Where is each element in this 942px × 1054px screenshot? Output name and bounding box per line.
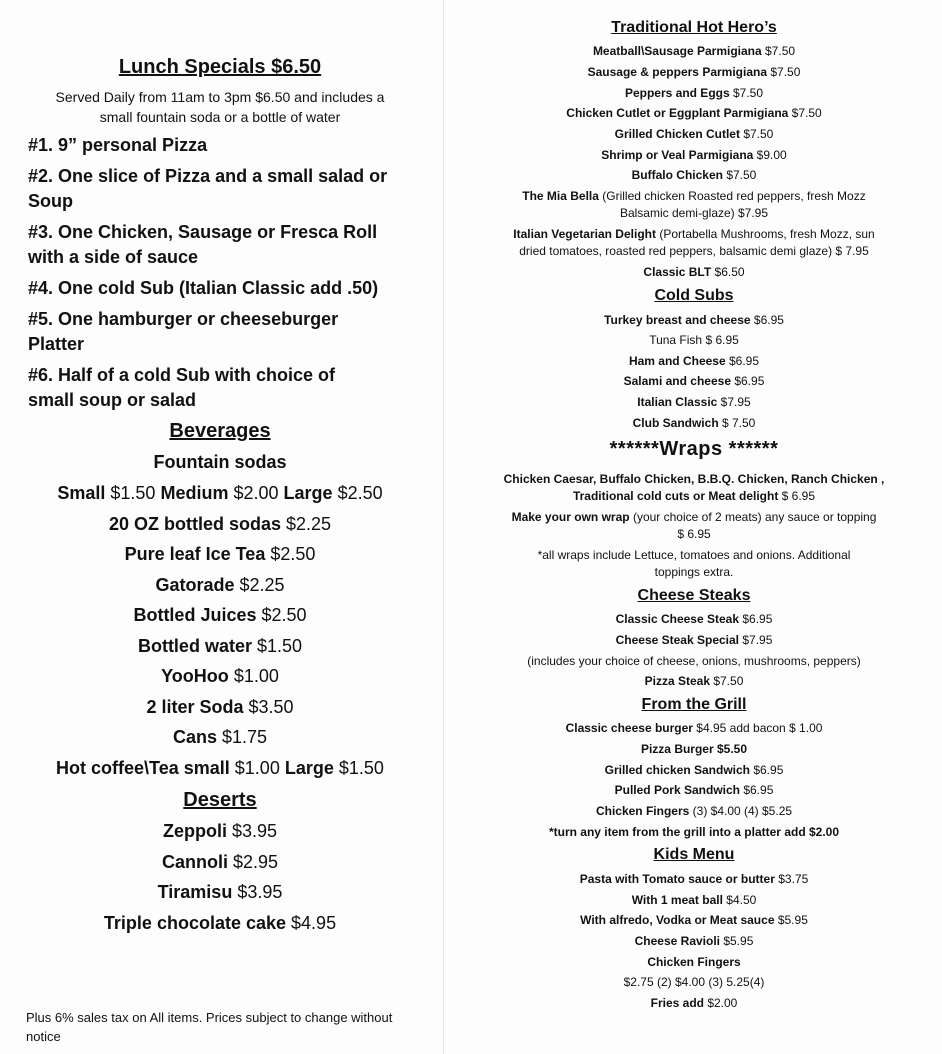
mia-bella-line1 <box>450 188 938 205</box>
beverage-item <box>20 605 420 626</box>
cheese-steak-item <box>450 611 938 628</box>
dessert-name: Tiramisu <box>157 882 233 902</box>
kids-fries-price: $2.00 <box>703 996 738 1010</box>
beverage-item <box>20 636 420 657</box>
cold-sub-price: $ 6.95 <box>702 333 739 347</box>
beverage-name: 2 liter Soda <box>146 697 244 717</box>
coffee-row <box>20 758 420 779</box>
lunch-item-1: #1. 9” personal Pizza <box>28 135 208 155</box>
cold-sub-name: Ham and Cheese <box>628 354 726 368</box>
cold-sub-item <box>450 332 938 349</box>
grill-price: $5.50 <box>713 742 748 756</box>
size-small-label: Small <box>57 483 106 503</box>
wraps-line2-price: $ 6.95 <box>778 489 816 503</box>
hero-name: Grilled Chicken Cutlet <box>614 127 740 141</box>
beverage-name: Pure leaf Ice Tea <box>124 544 266 564</box>
grill-platter-price: $2.00 <box>805 825 840 839</box>
kids-item <box>450 871 938 888</box>
beverage-price: $2.50 <box>270 544 316 564</box>
grill-name: Pulled Pork Sandwich <box>614 783 740 797</box>
wraps-title: ******Wraps ****** <box>609 438 779 460</box>
hero-item <box>450 85 938 102</box>
pizza-steak-name: Pizza Steak <box>644 674 710 688</box>
grill-name: Pizza Burger <box>640 742 714 756</box>
cheese-steak-name: Cheese Steak Special <box>615 633 740 647</box>
cheese-steak-name: Classic Cheese Steak <box>615 612 740 626</box>
wraps-line2 <box>450 488 938 505</box>
hero-name: Shrimp or Veal Parmigiana <box>601 148 754 162</box>
cold-sub-name: Club Sandwich <box>632 416 719 430</box>
hero-item <box>450 167 938 184</box>
cold-sub-name: Turkey breast and cheese <box>604 313 751 327</box>
coffee-large-label: Large <box>284 758 334 778</box>
coffee-large-price: $1.50 <box>338 758 384 778</box>
cold-sub-price: $7.95 <box>717 395 751 409</box>
dessert-item <box>20 821 420 842</box>
lunch-item-5: #5. One hamburger or cheeseburger <box>28 309 339 329</box>
grill-name: Grilled chicken Sandwich <box>604 763 750 777</box>
cheese-steak-price: $6.95 <box>739 612 773 626</box>
coffee-name: Hot coffee\Tea small <box>56 758 230 778</box>
cold-subs-title: Cold Subs <box>654 287 734 304</box>
kids-name: Cheese Ravioli <box>634 934 720 948</box>
hero-item <box>450 105 938 122</box>
footer-tax-note: Plus 6% sales tax on All items. Prices subject to change without <box>26 1010 393 1025</box>
grill-name: Classic cheese burger <box>565 721 693 735</box>
kids-name: With 1 meat ball <box>631 893 723 907</box>
lunch-item-3: #3. One Chicken, Sausage or Fresca Roll <box>28 222 378 242</box>
dessert-price: $3.95 <box>231 821 278 841</box>
dessert-price: $3.95 <box>237 882 283 902</box>
grill-price: $4.95 add bacon $ 1.00 <box>692 721 823 735</box>
beverage-item <box>20 727 420 748</box>
grill-platter-note <box>450 824 938 841</box>
dessert-name: Zeppoli <box>162 821 227 841</box>
blt-name: Classic BLT <box>643 265 712 279</box>
fountain-sodas-heading: Fountain sodas <box>153 452 287 472</box>
beverage-price: $2.50 <box>261 605 307 625</box>
beverage-name: YooHoo <box>161 666 229 686</box>
grill-platter-text: *turn any item from the grill into a platter add <box>548 825 806 839</box>
grill-item <box>450 762 938 779</box>
beverage-name: 20 OZ bottled sodas <box>108 514 281 534</box>
hero-name: Peppers and Eggs <box>624 86 730 100</box>
grill-name: Chicken Fingers <box>595 804 690 818</box>
cold-sub-item <box>450 394 938 411</box>
kids-menu-title: Kids Menu <box>653 846 735 863</box>
beverage-item <box>20 697 420 718</box>
beverages-title: Beverages <box>169 420 271 442</box>
column-divider <box>443 0 444 1054</box>
size-small-price: $1.50 <box>110 483 156 503</box>
cheese-steak-item <box>450 632 938 649</box>
pizza-steak-price: $7.50 <box>710 674 744 688</box>
hero-price: $7.50 <box>729 86 764 100</box>
hero-price: $9.00 <box>753 148 787 162</box>
kids-item <box>450 892 938 909</box>
cheese-steak-note: (includes your choice of cheese, onions, mushrooms, peppers) <box>527 654 861 668</box>
hero-name: Meatball\Sausage Parmigiana <box>592 44 762 58</box>
grill-item <box>450 803 938 820</box>
kids-price: $4.50 <box>722 893 757 907</box>
kids-name: Chicken Fingers <box>647 955 741 969</box>
wraps-line1: Chicken Caesar, Buffalo Chicken, B.B.Q. Chicken, Ranch Chicken , <box>503 472 885 486</box>
grill-price: $6.95 <box>740 783 774 797</box>
hero-item <box>450 126 938 143</box>
cold-sub-name: Italian Classic <box>637 395 718 409</box>
beverage-price: $2.25 <box>239 575 285 595</box>
hero-item <box>450 147 938 164</box>
hero-price: $7.50 <box>761 44 796 58</box>
beverage-item <box>20 575 420 596</box>
kids-name: With alfredo, Vodka or Meat sauce <box>580 913 775 927</box>
mia-bella-name: The Mia Bella <box>522 189 599 203</box>
hero-name: Chicken Cutlet or Eggplant Parmigiana <box>566 106 789 120</box>
lunch-item-2: #2. One slice of Pizza and a small salad or <box>28 166 388 186</box>
cold-sub-item <box>450 415 938 432</box>
cold-sub-name: Salami and cheese <box>623 374 731 388</box>
own-wrap-price: $ 6.95 <box>677 527 711 541</box>
cold-sub-item <box>450 373 938 390</box>
cold-sub-item <box>450 312 938 329</box>
beverage-item <box>20 544 420 565</box>
cheese-steaks-title: Cheese Steaks <box>637 587 751 604</box>
beverage-name: Bottled water <box>137 636 252 656</box>
lunch-item-3-cont: with a side of sauce <box>28 247 199 267</box>
veg-delight-line1 <box>450 226 938 243</box>
cold-sub-price: $ 7.50 <box>718 416 756 430</box>
beverage-price: $1.50 <box>256 636 303 656</box>
lunch-item-5-cont: Platter <box>28 334 85 354</box>
pizza-steak-item <box>450 673 938 690</box>
hero-price: $7.50 <box>722 168 757 182</box>
beverage-price: $1.75 <box>221 727 268 747</box>
beverage-price: $1.00 <box>233 666 279 686</box>
wraps-line2-names: Traditional cold cuts or Meat delight <box>572 489 779 503</box>
lunch-item-2-cont: Soup <box>28 191 73 211</box>
beverage-item <box>20 666 420 687</box>
cold-sub-name: Tuna Fish <box>649 333 703 347</box>
hero-name: Buffalo Chicken <box>631 168 723 182</box>
lunch-item-6: #6. Half of a cold Sub with choice of <box>28 365 336 385</box>
size-large-price: $2.50 <box>337 483 383 503</box>
kids-item <box>450 912 938 929</box>
grill-title: From the Grill <box>641 696 747 713</box>
dessert-item <box>20 882 420 903</box>
cold-sub-price: $6.95 <box>731 374 765 388</box>
veg-delight-name: Italian Vegetarian Delight <box>513 227 656 241</box>
dessert-price: $2.95 <box>232 852 279 872</box>
beverage-price: $2.25 <box>286 514 332 534</box>
size-medium-price: $2.00 <box>233 483 279 503</box>
cold-sub-price: $6.95 <box>750 313 784 327</box>
grill-item <box>450 782 938 799</box>
own-wrap-desc: (your choice of 2 meats) any sauce or topping <box>629 510 877 524</box>
own-wrap-line1 <box>450 509 938 526</box>
cheese-steak-price: $7.95 <box>739 633 773 647</box>
cold-sub-item <box>450 353 938 370</box>
hero-item <box>450 43 938 60</box>
cold-sub-price: $6.95 <box>725 354 760 368</box>
kids-item <box>450 933 938 950</box>
grill-price: $6.95 <box>750 763 784 777</box>
lunch-subtitle-line2: small fountain soda or a bottle of water <box>99 109 341 125</box>
size-medium-label: Medium <box>160 483 229 503</box>
dessert-item <box>20 913 420 934</box>
hot-heros-title: Traditional Hot Hero’s <box>611 19 777 36</box>
grill-item <box>450 720 938 737</box>
dessert-price: $4.95 <box>291 913 337 933</box>
kids-price: $5.95 <box>720 934 754 948</box>
blt-item <box>450 264 938 281</box>
dessert-item <box>20 852 420 873</box>
beverage-name: Bottled Juices <box>133 605 257 625</box>
hero-name: Sausage & peppers Parmigiana <box>587 65 768 79</box>
beverage-price: $3.50 <box>248 697 294 717</box>
grill-price: (3) $4.00 (4) $5.25 <box>689 804 793 818</box>
hero-price: $7.50 <box>767 65 801 79</box>
blt-price: $6.50 <box>711 265 745 279</box>
lunch-item-6-cont: small soup or salad <box>28 390 197 410</box>
kids-item <box>450 954 938 971</box>
wraps-note-line1: *all wraps include Lettuce, tomatoes and onions. Additional <box>537 548 851 562</box>
veg-delight-line2: dried tomatoes, roasted red peppers, balsamic demi glaze) $ 7.95 <box>519 244 869 258</box>
lunch-specials-title: Lunch Specials $6.50 <box>118 56 322 78</box>
dessert-name: Triple chocolate cake <box>103 913 287 933</box>
kids-price: $3.75 <box>774 872 809 886</box>
dessert-name: Cannoli <box>161 852 228 872</box>
desserts-title: Deserts <box>183 789 257 811</box>
kids-name: Pasta with Tomato sauce or butter <box>579 872 775 886</box>
beverage-item <box>20 514 420 535</box>
footer-tax-note-cont: notice <box>26 1029 61 1044</box>
hero-price: $7.50 <box>739 127 774 141</box>
own-wrap-name: Make your own wrap <box>511 510 630 524</box>
wraps-note-line2: toppings extra. <box>654 565 734 579</box>
mia-bella-desc: (Grilled chicken Roasted red peppers, fresh Mozz <box>598 189 866 203</box>
kids-fingers-prices: $2.75 (2) $4.00 (3) 5.25(4) <box>623 975 765 989</box>
veg-delight-desc: (Portabella Mushrooms, fresh Mozz, sun <box>655 227 875 241</box>
grill-item <box>450 741 938 758</box>
kids-price: $5.95 <box>774 913 808 927</box>
hero-price: $7.50 <box>788 106 822 120</box>
kids-fries-name: Fries add <box>650 996 704 1010</box>
hero-item <box>450 64 938 81</box>
size-large-label: Large <box>283 483 333 503</box>
coffee-small-price: $1.00 <box>234 758 280 778</box>
lunch-item-4: #4. One cold Sub (Italian Classic add .50) <box>28 278 379 298</box>
beverage-name: Gatorade <box>155 575 235 595</box>
kids-fries-item <box>450 995 938 1012</box>
lunch-subtitle-line1: Served Daily from 11am to 3pm $6.50 and includes a <box>55 89 385 105</box>
beverage-name: Cans <box>172 727 217 747</box>
fountain-sizes-row <box>20 483 420 504</box>
mia-bella-line2: Balsamic demi-glaze) $7.95 <box>619 206 769 220</box>
